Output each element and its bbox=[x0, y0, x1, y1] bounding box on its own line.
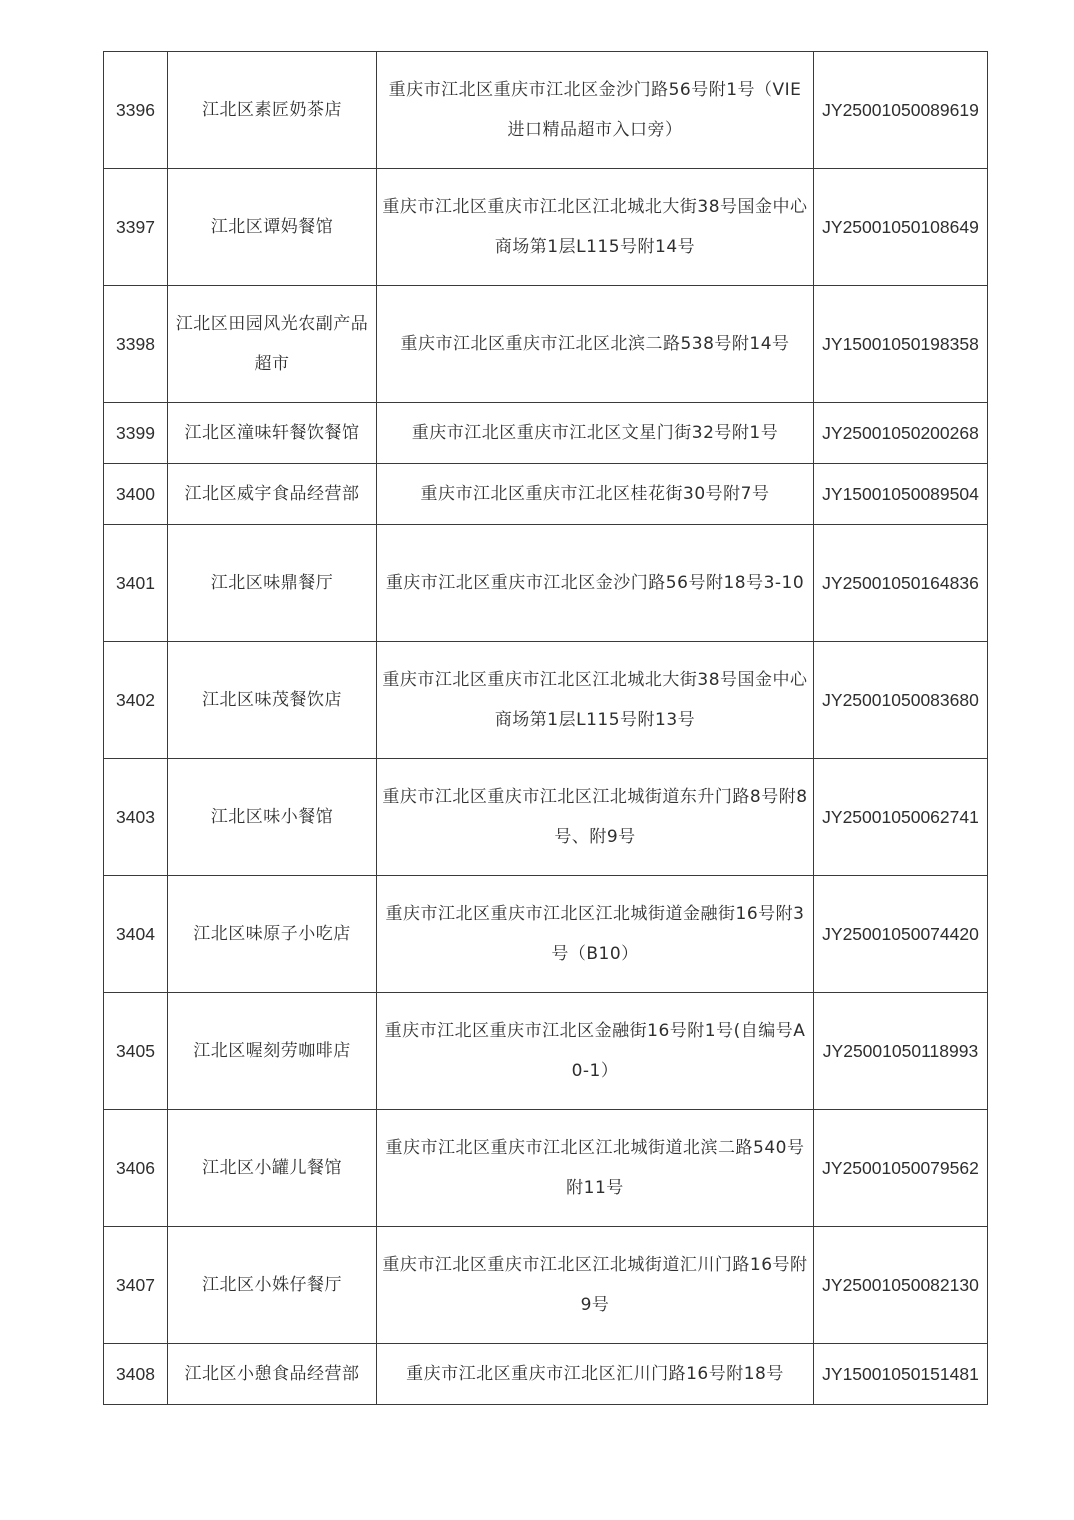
business-address: 重庆市江北区重庆市江北区江北城北大街38号国金中心商场第1层L115号附13号 bbox=[377, 642, 814, 759]
business-name: 江北区小姝仔餐厅 bbox=[168, 1227, 377, 1344]
business-address: 重庆市江北区重庆市江北区北滨二路538号附14号 bbox=[377, 286, 814, 403]
business-name: 江北区味原子小吃店 bbox=[168, 876, 377, 993]
license-number: JY15001050089504 bbox=[814, 464, 988, 525]
business-name: 江北区潼味轩餐饮餐馆 bbox=[168, 403, 377, 464]
business-name: 江北区谭妈餐馆 bbox=[168, 169, 377, 286]
business-address: 重庆市江北区重庆市江北区桂花街30号附7号 bbox=[377, 464, 814, 525]
row-number: 3401 bbox=[104, 525, 168, 642]
license-number: JY25001050164836 bbox=[814, 525, 988, 642]
business-address: 重庆市江北区重庆市江北区江北城街道金融街16号附3号（B10） bbox=[377, 876, 814, 993]
license-number: JY15001050198358 bbox=[814, 286, 988, 403]
table-row bbox=[104, 525, 988, 642]
business-name: 江北区田园风光农副产品超市 bbox=[168, 286, 377, 403]
business-name: 江北区威宇食品经营部 bbox=[168, 464, 377, 525]
business-address: 重庆市江北区重庆市江北区江北城街道汇川门路16号附9号 bbox=[377, 1227, 814, 1344]
row-number: 3404 bbox=[104, 876, 168, 993]
business-address: 重庆市江北区重庆市江北区江北城街道东升门路8号附8号、附9号 bbox=[377, 759, 814, 876]
business-address: 重庆市江北区重庆市江北区金融街16号附1号(自编号A0-1） bbox=[377, 993, 814, 1110]
license-number: JY25001050083680 bbox=[814, 642, 988, 759]
license-number: JY25001050089619 bbox=[814, 52, 988, 169]
business-name: 江北区味小餐馆 bbox=[168, 759, 377, 876]
license-number: JY25001050200268 bbox=[814, 403, 988, 464]
row-number: 3403 bbox=[104, 759, 168, 876]
row-number: 3407 bbox=[104, 1227, 168, 1344]
business-address: 重庆市江北区重庆市江北区江北城街道北滨二路540号附11号 bbox=[377, 1110, 814, 1227]
license-number: JY15001050151481 bbox=[814, 1344, 988, 1405]
table-row bbox=[104, 52, 988, 169]
business-address: 重庆市江北区重庆市江北区金沙门路56号附1号（VIE进口精品超市入口旁） bbox=[377, 52, 814, 169]
table-row bbox=[104, 464, 988, 525]
business-address: 重庆市江北区重庆市江北区江北城北大街38号国金中心商场第1层L115号附14号 bbox=[377, 169, 814, 286]
row-number: 3400 bbox=[104, 464, 168, 525]
license-number: JY25001050108649 bbox=[814, 169, 988, 286]
business-name: 江北区小憩食品经营部 bbox=[168, 1344, 377, 1405]
table-row bbox=[104, 1227, 988, 1344]
business-address: 重庆市江北区重庆市江北区汇川门路16号附18号 bbox=[377, 1344, 814, 1405]
license-number: JY25001050062741 bbox=[814, 759, 988, 876]
table-row bbox=[104, 876, 988, 993]
business-name: 江北区味茂餐饮店 bbox=[168, 642, 377, 759]
table-row bbox=[104, 1344, 988, 1405]
license-number: JY25001050079562 bbox=[814, 1110, 988, 1227]
business-address: 重庆市江北区重庆市江北区文星门街32号附1号 bbox=[377, 403, 814, 464]
row-number: 3397 bbox=[104, 169, 168, 286]
table-row bbox=[104, 286, 988, 403]
table-row bbox=[104, 1110, 988, 1227]
license-number: JY25001050118993 bbox=[814, 993, 988, 1110]
row-number: 3399 bbox=[104, 403, 168, 464]
license-table bbox=[103, 51, 988, 1405]
row-number: 3408 bbox=[104, 1344, 168, 1405]
row-number: 3406 bbox=[104, 1110, 168, 1227]
table-row bbox=[104, 169, 988, 286]
row-number: 3405 bbox=[104, 993, 168, 1110]
row-number: 3402 bbox=[104, 642, 168, 759]
license-number: JY25001050074420 bbox=[814, 876, 988, 993]
license-number: JY25001050082130 bbox=[814, 1227, 988, 1344]
row-number: 3396 bbox=[104, 52, 168, 169]
row-number: 3398 bbox=[104, 286, 168, 403]
business-name: 江北区小罐儿餐馆 bbox=[168, 1110, 377, 1227]
table-row bbox=[104, 759, 988, 876]
business-name: 江北区喔刻劳咖啡店 bbox=[168, 993, 377, 1110]
table-row bbox=[104, 403, 988, 464]
business-address: 重庆市江北区重庆市江北区金沙门路56号附18号3-10 bbox=[377, 525, 814, 642]
business-name: 江北区素匠奶茶店 bbox=[168, 52, 377, 169]
table-row bbox=[104, 993, 988, 1110]
business-name: 江北区味鼎餐厅 bbox=[168, 525, 377, 642]
table-row bbox=[104, 642, 988, 759]
